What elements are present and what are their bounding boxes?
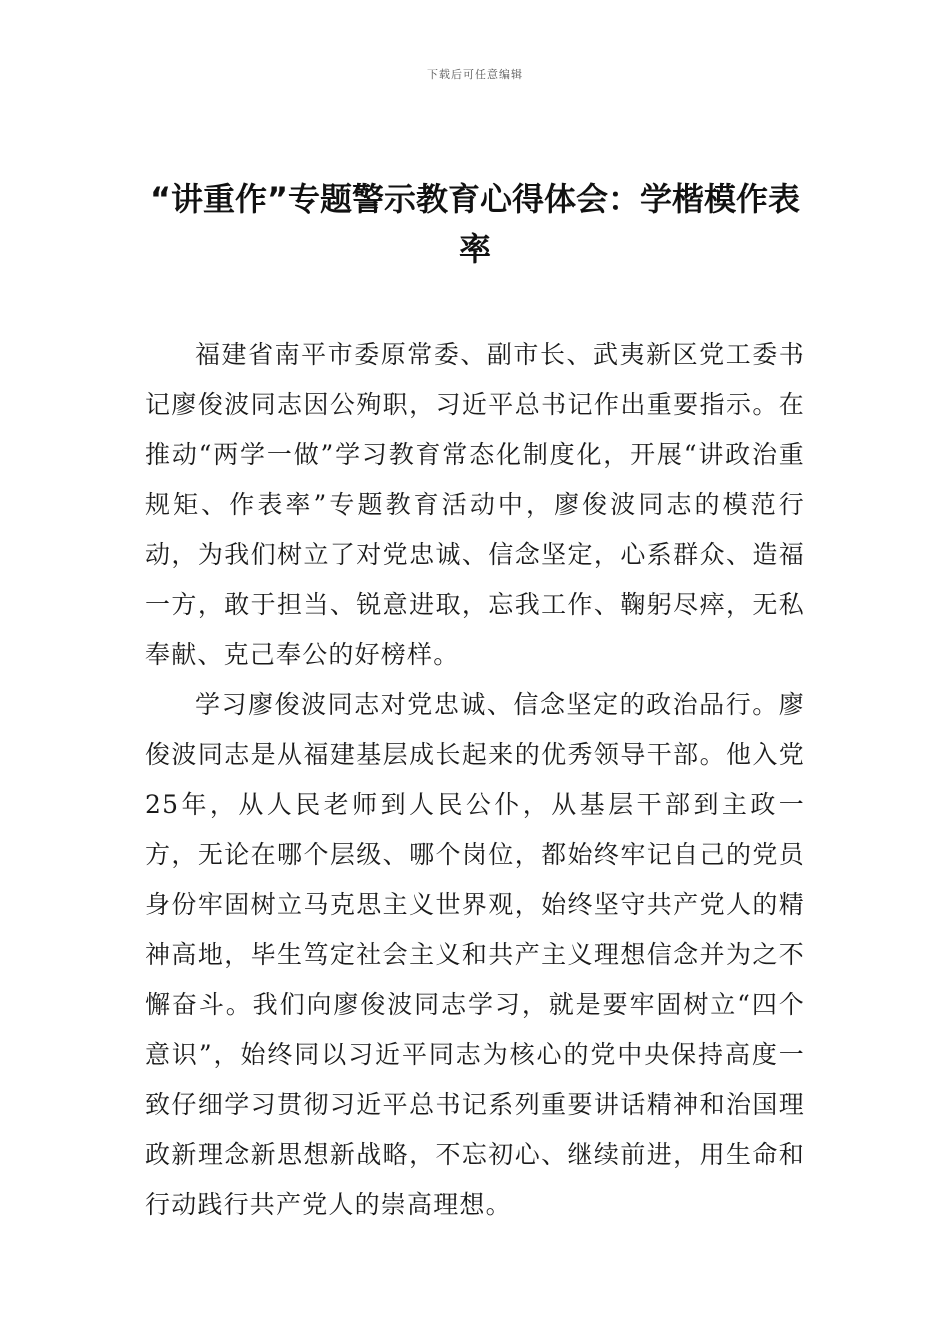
paragraph-1: 福建省南平市委原常委、副市长、武夷新区党工委书记廖俊波同志因公殉职，习近平总书记作出重要指示。在推动“两学一做”学习教育常态化制度化，开展“讲政治重规矩、作表率”专题教育活动中，廖俊波同志的模范行动，为我们树立了对党忠诚、信念坚定，心系群众、造福一方，敢于担当、锐意进取，忘我工作、鞠躬尽瘁，无私奉献、克己奉公的好榜样。 (145, 340, 805, 669)
paragraph-2: 学习廖俊波同志对党忠诚、信念坚定的政治品行。廖俊波同志是从福建基层成长起来的优秀领导干部。他入党25年，从人民老师到人民公仆，从基层干部到主政一方，无论在哪个层级、哪个岗位，都始终牢记自己的党员身份牢固树立马克思主义世界观，始终坚守共产党人的精神高地，毕生笃定社会主义和共产主义理想信念并为之不懈奋斗。我们向廖俊波同志学习，就是要牢固树立“四个意识”，始终同以习近平同志为核心的党中央保持高度一致仔细学习贯彻习近平总书记系列重要讲话精神和治国理政新理念新思想新战略，不忘初心、继续前进，用生命和行动践行共产党人的崇高理想。 (145, 690, 805, 1219)
document-title: “讲重作”专题警示教育心得体会：学楷模作表率 (149, 180, 801, 268)
header-note: 下载后可任意编辑 (427, 68, 523, 81)
document-body (145, 330, 805, 1230)
